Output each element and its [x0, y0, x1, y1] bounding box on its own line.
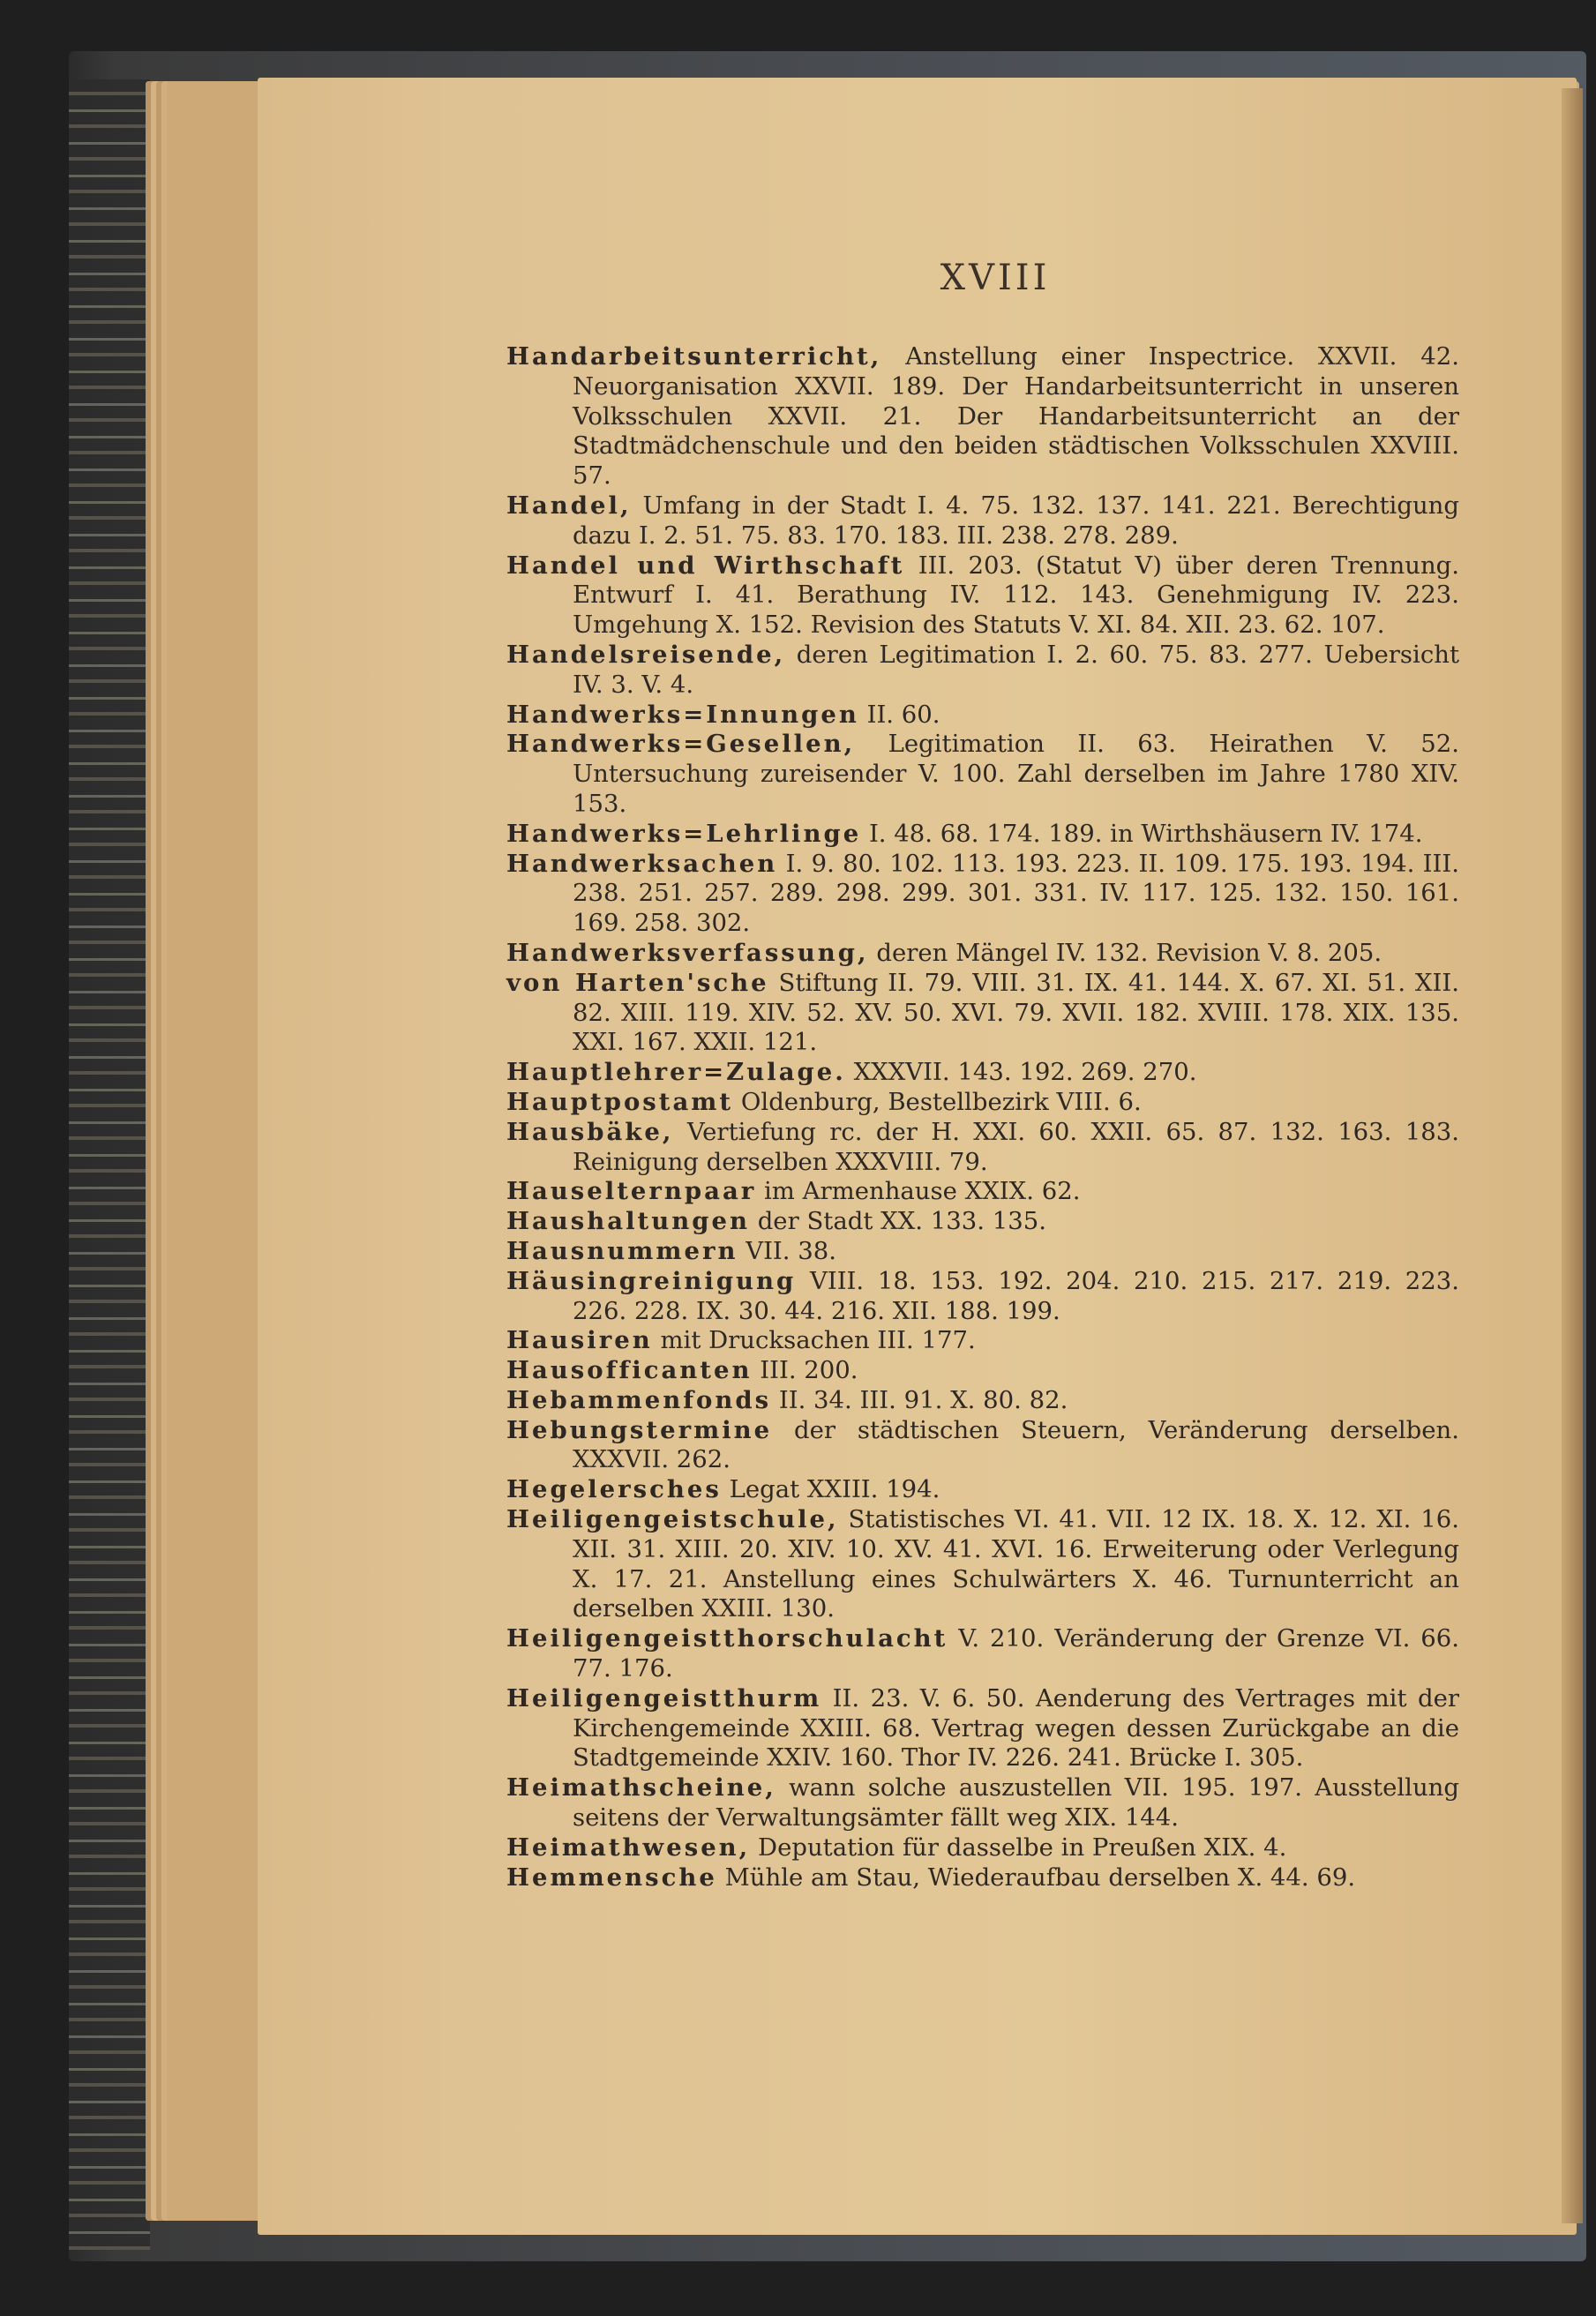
index-entry-head: Hemmensche: [506, 1863, 717, 1892]
index-entry-head: Hausnummern: [506, 1236, 738, 1265]
index-entry-text: III. 203. (Statut V) über deren Trennung. Entwurf I. 41. Berathung IV. 112. 143. Genehmigung IV. 223. Umgehung X. 152. Revision des Statuts V. XI. 84. XII. 23. 62. 107.: [573, 551, 1459, 640]
index-entry-text: der städtischen Steuern, Veränderung derselben. XXXVII. 262.: [573, 1415, 1459, 1474]
index-entry-text: II. 23. V. 6. 50. Aenderung des Vertrages mit der Kirchengemeinde XXIII. 68. Vertrag wegen dessen Zurückgabe an die Stadtgemeinde XXIV. 160. Thor IV. 226. 241. Brücke I. 305.: [573, 1683, 1459, 1773]
index-entry: [506, 730, 1459, 819]
index-entry-head: Hauptlehrer=Zulage.: [506, 1058, 846, 1087]
index-entry-head: Handarbeitsunterricht,: [506, 342, 882, 371]
index-entry-head: Heiligengeistschule,: [506, 1505, 839, 1534]
index-entry-text: I. 48. 68. 174. 189. in Wirthshäusern IV. 174.: [868, 819, 1423, 848]
index-entry: [506, 1833, 1459, 1863]
index-entry-head: Handwerks=Lehrlinge: [506, 819, 862, 848]
index-entry-head: Heiligengeistthurm: [506, 1683, 822, 1713]
index-entry-text: im Armenhause XXIX. 62.: [764, 1177, 1081, 1206]
index-entry-text: II. 60.: [866, 700, 940, 729]
index-entry-text: mit Drucksachen III. 177.: [660, 1326, 976, 1355]
index-entry-text: Umfang in der Stadt I. 4. 75. 132. 137. 141. 221. Berechtigung dazu I. 2. 51. 75. 83. 170. 183. III. 238. 278. 289.: [573, 491, 1459, 550]
index-entry-text: deren Legitimation I. 2. 60. 75. 83. 277. Uebersicht IV. 3. V. 4.: [573, 640, 1459, 699]
index-entry-head: Hausiren: [506, 1326, 653, 1355]
index-entry-head: Heiligengeistthorschulacht: [506, 1624, 948, 1653]
index-entry-head: Häusingreinigung: [506, 1266, 797, 1295]
index-entry: [506, 1505, 1459, 1624]
index-entry-text: Deputation für dasselbe in Preußen XIX. 4.: [758, 1833, 1287, 1862]
index-entry: [506, 969, 1459, 1058]
index-entry-text: Stiftung II. 79. VIII. 31. IX. 41. 144. X. 67. XI. 51. XII. 82. XIII. 119. XIV. 52. XV. 50. XVI. 79. XVII. 182. XVIII. 178. XIX. 135. XXI. 167. XXII. 121.: [573, 968, 1459, 1057]
index-entry: [506, 491, 1459, 551]
index-entry-head: Haushaltungen: [506, 1207, 750, 1236]
index-entry: [506, 1058, 1459, 1088]
index-entry: [506, 1237, 1459, 1267]
index-entry-text: Oldenburg, Bestellbezirk VIII. 6.: [740, 1087, 1142, 1116]
index-entry-head: Handwerks=Gesellen,: [506, 730, 856, 759]
index-entry: [506, 1326, 1459, 1356]
index-entry: [506, 939, 1459, 969]
index-entry-head: Hauptpostamt: [506, 1087, 734, 1116]
index-entry: [506, 820, 1459, 850]
index-entry-head: Hegelersches: [506, 1475, 722, 1504]
index-entry: [506, 1356, 1459, 1386]
index-entry-head: Hausofficanten: [506, 1356, 753, 1385]
index-entry: [506, 1475, 1459, 1505]
index-entry-text: Anstellung einer Inspectrice. XXVII. 42. Neuorganisation XXVII. 189. Der Handarbeitsunterricht in unseren Volksschulen XXVII. 21. Der Handarbeitsunterricht an der Stadtmädchenschule und den beiden städtischen Volksschulen XXVIII. 57.: [573, 342, 1459, 491]
index-entry-text: I. 9. 80. 102. 113. 193. 223. II. 109. 175. 193. 194. III. 238. 251. 257. 289. 298. 299. 301. 331. IV. 117. 125. 132. 150. 161. 169. 258. 302.: [573, 849, 1459, 938]
page-number: XVIII: [940, 258, 1051, 298]
index-entry: [506, 1088, 1459, 1118]
index-entry-head: Hebungstermine: [506, 1415, 773, 1444]
index-entry: [506, 1863, 1459, 1893]
index-entry: [506, 1386, 1459, 1416]
index-entry-text: Legitimation II. 63. Heirathen V. 52. Untersuchung zureisender V. 100. Zahl derselben im Jahre 1780 XIV. 153.: [573, 730, 1459, 818]
index-entry: [506, 1177, 1459, 1207]
index-entry-head: Hebammenfonds: [506, 1385, 772, 1414]
index-entry-head: Handelsreisende,: [506, 640, 786, 669]
index-entry-head: Hausbäke,: [506, 1117, 674, 1146]
index-entry-text: III. 200.: [760, 1356, 858, 1385]
index-entry-text: Vertiefung rc. der H. XXI. 60. XXII. 65. 87. 132. 163. 183. Reinigung derselben XXXVIII. 79.: [573, 1117, 1459, 1176]
index-entry: [506, 342, 1459, 491]
index-entry: [506, 1624, 1459, 1684]
index-entry-head: Handwerksachen: [506, 849, 778, 878]
index-entry: [506, 1207, 1459, 1237]
index-entry-head: Heimathwesen,: [506, 1833, 751, 1862]
index-entry-head: Handwerks=Innungen: [506, 700, 859, 729]
index-entry-head: Handwerksverfassung,: [506, 938, 869, 967]
index-list: [506, 342, 1459, 1893]
index-entry-text: wann solche auszustellen VII. 195. 197. Ausstellung seitens der Verwaltungsämter fällt weg XIX. 144.: [573, 1773, 1459, 1833]
index-entry-text: der Stadt XX. 133. 135.: [757, 1207, 1046, 1236]
index-entry: [506, 701, 1459, 731]
index-entry: [506, 1773, 1459, 1833]
index-entry-text: Mühle am Stau, Wiederaufbau derselben X. 44. 69.: [724, 1863, 1356, 1892]
index-entry-head: Hauselternpaar: [506, 1177, 757, 1206]
index-entry-text: VIII. 18. 153. 192. 204. 210. 215. 217. 219. 223. 226. 228. IX. 30. 44. 216. XII. 188. 199.: [573, 1266, 1459, 1325]
index-entry-head: Handel,: [506, 491, 632, 520]
index-entry-head: von Harten'sche: [506, 968, 769, 997]
index-entry-text: Legat XXIII. 194.: [729, 1475, 940, 1504]
book-spine: [69, 79, 150, 2250]
page-edge: [1562, 88, 1583, 2223]
index-entry: [506, 1118, 1459, 1178]
index-entry-text: II. 34. III. 91. X. 80. 82.: [778, 1385, 1068, 1414]
index-entry-text: Statistisches VI. 41. VII. 12 IX. 18. X. 12. XI. 16. XII. 31. XIII. 20. XIV. 10. XV. 41. XVI. 16. Erweiterung oder Verlegung X. 17. 21. Anstellung eines Schulwärters X. 46. Turnunterricht an derselben XXIII. 130.: [573, 1505, 1459, 1623]
index-entry: [506, 850, 1459, 939]
index-entry-text: V. 210. Veränderung der Grenze VI. 66. 77. 176.: [573, 1624, 1459, 1683]
index-entry: [506, 641, 1459, 701]
index-entry-text: XXXVII. 143. 192. 269. 270.: [853, 1058, 1197, 1087]
index-entry: [506, 1684, 1459, 1773]
index-entry-head: Handel und Wirthschaft: [506, 551, 905, 580]
index-entry: [506, 1416, 1459, 1476]
index-entry-head: Heimathscheine,: [506, 1773, 776, 1803]
index-entry: [506, 1267, 1459, 1327]
index-entry-text: VII. 38.: [746, 1236, 837, 1265]
index-entry-text: deren Mängel IV. 132. Revision V. 8. 205.: [876, 938, 1382, 967]
index-entry: [506, 551, 1459, 641]
